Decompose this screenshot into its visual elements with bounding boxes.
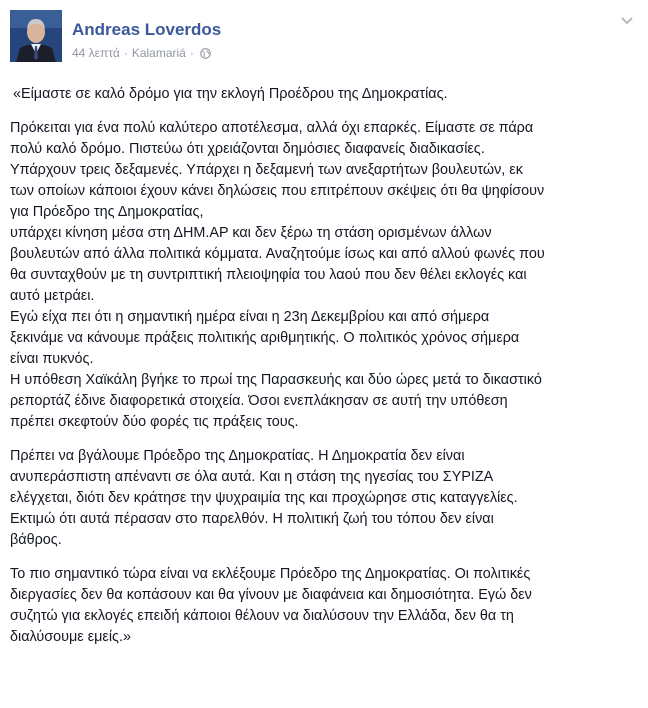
post-paragraph: «Είμαστε σε καλό δρόμο για την εκλογή Προέδρου της Δημοκρατίας. <box>13 86 448 102</box>
meta-separator: · <box>189 46 194 60</box>
post-paragraph: Το πιο σημαντικό τώρα είναι να εκλέξουμε Πρόεδρο της Δημοκρατίας. Οι πολιτικές διεργασίες δεν θα κοπάσουν και θα γίνουν με διαφάνεια και δημοσιότητα. Εγώ δεν συζητώ για εκλογές επειδή κάποιοι θέλουν να διαλύσουν την Ελλάδα, δεν θα τη διαλύσουμε εμείς.» <box>10 566 532 645</box>
post-paragraph: Πρέπει να βγάλουμε Πρόεδρο της Δημοκρατίας. Η Δημοκρατία δεν είναι ανυπεράσπιστη απέναντι σε όλα αυτά. Και η στάση της ηγεσίας του ΣΥΡΙΖΑ ελέγχεται, διότι δεν κράτησε την ψυχραιμία της και προχώρησε στις καταγγελίες. Εκτιμώ ότι αυτά πέρασαν στο παρελθόν. Η πολιτική ζωή του τόπου δεν είναι βάθρος. <box>10 448 518 548</box>
avatar[interactable] <box>10 10 62 62</box>
post-body <box>10 84 638 661</box>
chevron-down-icon[interactable] <box>620 16 634 26</box>
post-meta <box>72 46 211 60</box>
profile-photo <box>10 10 62 62</box>
post-header <box>10 10 638 66</box>
meta-separator: · <box>123 46 128 60</box>
timestamp[interactable]: 44 λεπτά <box>72 46 120 60</box>
author-name[interactable]: Andreas Loverdos <box>72 20 222 39</box>
location-link[interactable]: Kalamariá <box>131 46 186 60</box>
globe-icon[interactable] <box>200 48 211 59</box>
post-paragraph: Πρόκειται για ένα πολύ καλύτερο αποτέλεσμα, αλλά όχι επαρκές. Είμαστε σε πάρα πολύ καλό δρόμο. Πιστεύω ότι χρειάζονται δημόσιες διαφανείς διαδικασίες. Υπάρχουν τρεις δεξαμενές. Υπάρχει η δεξαμενή των ανεξαρτήτων βουλευτών, εκ των οποίων κάποιοι έχουν κάνει δηλώσεις που επιτρέπουν σκέψεις ότι θα ψηφίσουν για Πρόεδρο της Δημοκρατίας, υπάρχει κίνηση μέσα στη ΔΗΜ.ΑΡ και δεν ξέρω τη στάση ορισμένων άλλων βουλευτών από άλλα πολιτικά κόμματα. Αναζητούμε ίσως και από αλλού φωνές που θα συνταχθούν με τη συντριπτική πλειοψηφία του λαού που δεν θέλει εκλογές και αυτό μετράει. Εγώ είχα πει ότι η σημαντική ημέρα είναι η 23η Δεκεμβρίου και από σήμερα ξεκινάμε να κάνουμε πράξεις πολιτικής αριθμητικής. Ο πολιτικός χρόνος σήμερα είναι πυκνός. Η υπόθεση Χαϊκάλη βγήκε το πρωί της Παρασκευής και δύο ώρες μετά το δικαστικό ρεπορτάζ έδινε διαφορετικά στοιχεία. Όσοι ενεπλάκησαν σε αυτή την υπόθεση πρέπει σκεφτούν δύο φορές τις πράξεις τους. <box>10 120 545 430</box>
